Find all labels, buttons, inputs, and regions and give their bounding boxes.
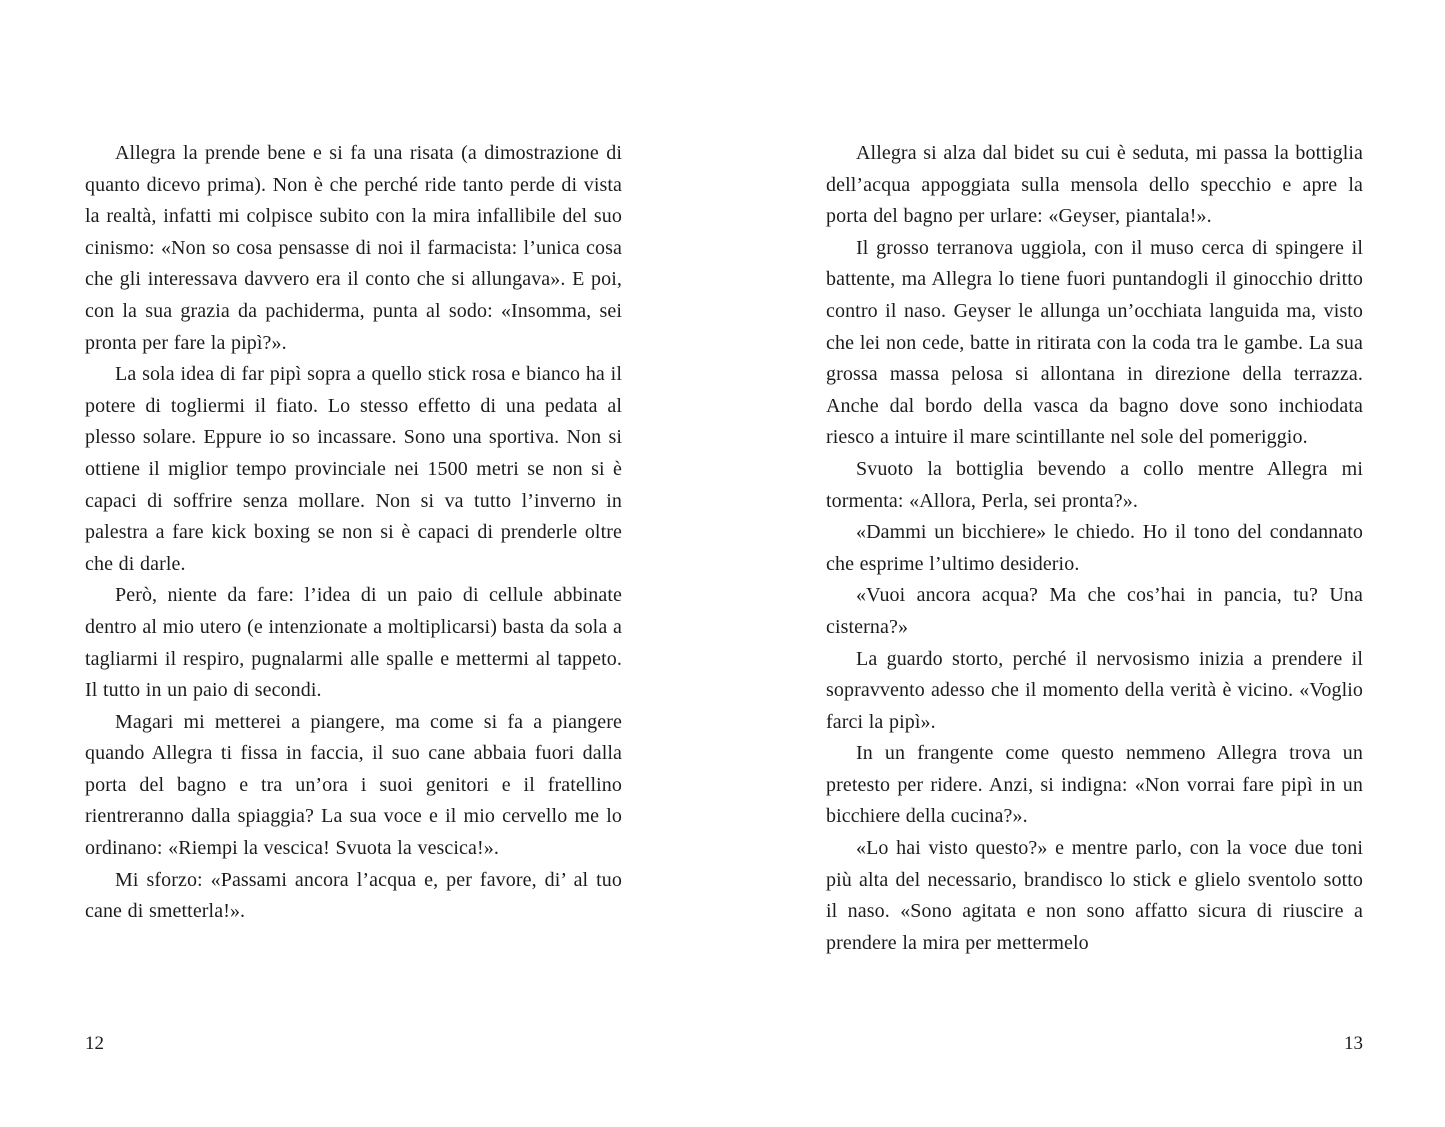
paragraph: Mi sforzo: «Passami ancora l’acqua e, per favore, di’ al tuo cane di smetterla!». [85,868,622,923]
page-number-left: 12 [85,1033,104,1054]
page-number-right: 13 [1344,1033,1363,1054]
paragraph: Il grosso terranova uggiola, con il muso cerca di spingere il battente, ma Allegra lo tiene fuori puntandogli il ginocchio dritto contro il naso. Geyser le allunga un’occhiata languida ma, visto che lei non cede, batte in ritirata con la coda tra le gambe. La sua grossa massa pelosa si allontana in direzione della terrazza. Anche dal bordo della vasca da bagno dove sono inchiodata riesco a intuire il mare scintillante nel sole del pomeriggio. [826,236,1363,449]
paragraph: Svuoto la bottiglia bevendo a collo mentre Allegra mi tormenta: «Allora, Perla, sei pronta?». [826,457,1363,512]
paragraph: Allegra la prende bene e si fa una risata (a dimostrazione di quanto dicevo prima). Non è che perché ride tanto perde di vista la realtà, infatti mi colpisce subito con la mira infallibile del suo cinismo: «Non so cosa pensasse di noi il farmacista: l’unica cosa che gli interessava davvero era il conto che si allungava». E poi, con la sua grazia da pachiderma, punta al sodo: «Insomma, sei pronta per fare la pipì?». [85,142,622,354]
paragraph: «Lo hai visto questo?» e mentre parlo, con la voce due toni più alta del necessario, brandisco lo stick e glielo sventolo sotto il naso. «Sono agitata e non sono affatto sicura di riuscire a prendere la mira per mettermelo [826,837,1363,954]
paragraph: Allegra si alza dal bidet su cui è seduta, mi passa la bottiglia dell’acqua appoggiata sulla mensola dello specchio e apre la porta del bagno per urlare: «Geyser, piantala!». [826,142,1363,228]
paragraph: In un frangente come questo nemmeno Allegra trova un pretesto per ridere. Anzi, si indigna: «Non vorrai fare pipì in un bicchiere della cucina?». [826,742,1363,828]
paragraph: «Dammi un bicchiere» le chiedo. Ho il tono del condannato che esprime l’ultimo desiderio. [826,521,1363,575]
paragraph: Però, niente da fare: l’idea di un paio di cellule abbinate dentro al mio utero (e intenzionate a moltiplicarsi) basta da sola a tagliarmi il respiro, pugnalarmi alle spalle e mettermi al tappeto. Il tutto in un paio di secondi. [85,584,622,702]
page-right [826,138,1363,959]
page-left [85,138,622,928]
paragraph: La sola idea di far pipì sopra a quello stick rosa e bianco ha il potere di togliermi il fiato. Lo stesso effetto di una pedata al plesso solare. Eppure io so incassare. Sono una sportiva. Non si ottiene il miglior tempo provinciale nei 1500 metri se non si è capaci di soffrire senza mollare. Non si va tutto l’inverno in palestra a fare kick boxing se non si è capaci di prenderle oltre che di darle. [85,363,622,575]
paragraph: Magari mi metterei a piangere, ma come si fa a piangere quando Allegra ti fissa in faccia, il suo cane abbaia fuori dalla porta del bagno e tra un’ora i suoi genitori e il fratellino rientreranno dalla spiaggia? La sua voce e il mio cervello me lo ordinano: «Riempi la vescica! Svuota la vescica!». [85,710,622,860]
paragraph: «Vuoi ancora acqua? Ma che cos’hai in pancia, tu? Una cisterna?» [826,584,1363,638]
paragraph: La guardo storto, perché il nervosismo inizia a prendere il sopravvento adesso che il momento della verità è vicino. «Voglio farci la pipì». [826,647,1363,733]
